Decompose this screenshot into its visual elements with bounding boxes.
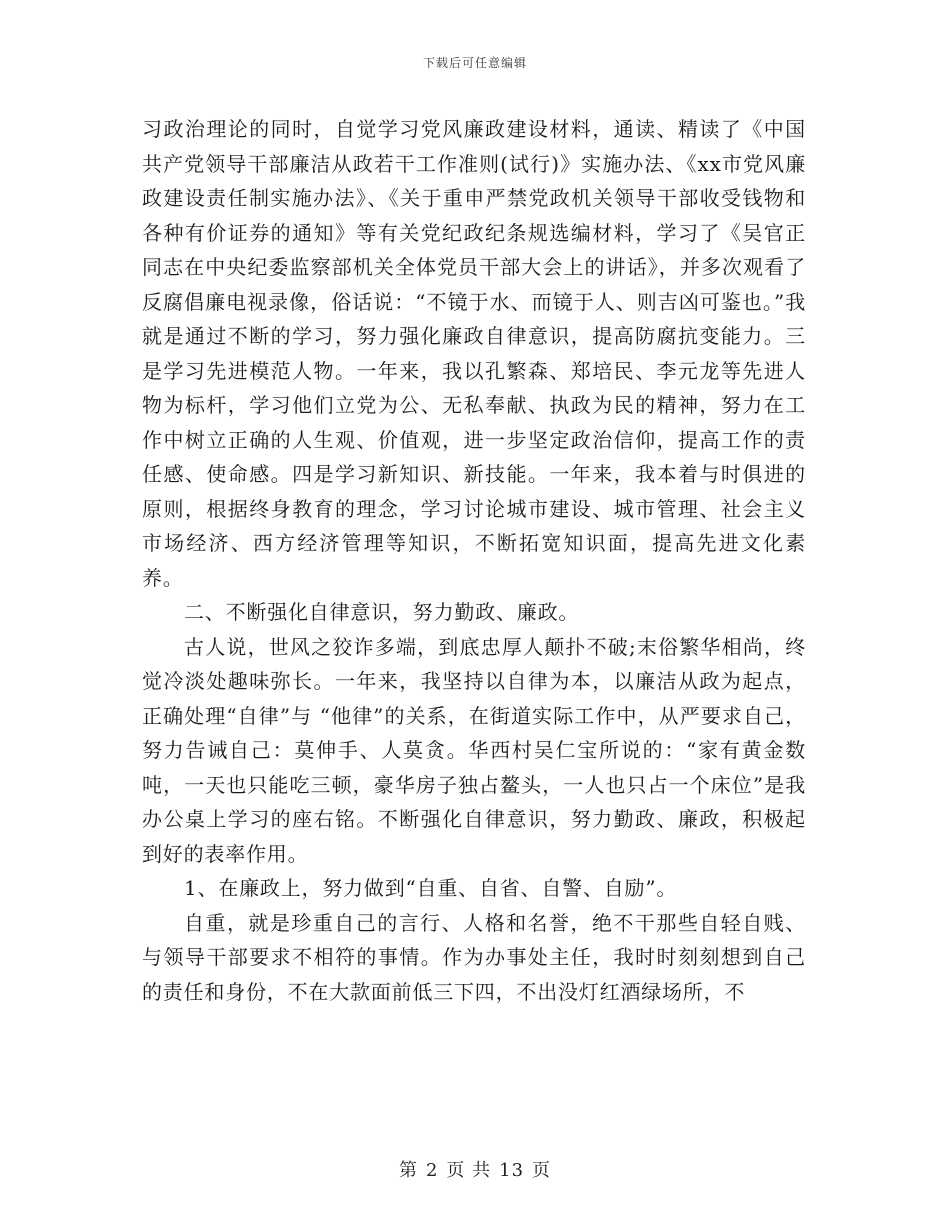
page-total: 13 <box>499 1160 525 1181</box>
body-paragraph-5: 自重，就是珍重自己的言行、人格和名誉，绝不干那些自轻自贱、与领导干部要求不相符的事情。作为办事处主任，我时时刻刻想到自己的责任和身份，不在大款面前低三下四，不出没灯红酒绿场所，不 <box>142 910 806 1004</box>
body-paragraph-1: 习政治理论的同时，自觉学习党风廉政建设材料，通读、精读了《中国共产党领导干部廉洁从政若干工作准则(试行)》实施办法、《xx市党风廉政建设责任制实施办法》、《关于重申严禁党政机关领导干部收受钱物和各种有价证券的通知》等有关党纪政纪条规选编材料，学习了《吴官正同志在中央纪委监察部机关全体党员干部大会上的讲话》，并多次观看了反腐倡廉电视录像，俗话说：“不镜于水、而镜于人、则吉凶可鉴也。”我就是通过不断的学习，努力强化廉政自律意识，提高防腐抗变能力。三是学习先进模范人物。一年来，我以孔繁森、郑培民、李元龙等先进人物为标杆，学习他们立党为公、无私奉献、执政为民的精神，努力在工作中树立正确的人生观、价值观，进一步坚定政治信仰，提高工作的责任感、使命感。四是学习新知识、新技能。一年来，我本着与时俱进的原则，根据终身教育的理念，学习讨论城市建设、城市管理、社会主义市场经济、西方经济管理等知识，不断拓宽知识面，提高先进文化素养。 <box>142 117 806 590</box>
page-current: 2 <box>425 1160 439 1181</box>
subsection-heading-1: 1、在廉政上，努力做到“自重、自省、自警、自励”。 <box>184 876 678 900</box>
page-middle: 页 共 <box>446 1160 492 1181</box>
header-note: 下载后可任意编辑 <box>422 56 527 70</box>
page-number-footer <box>0 1156 950 1182</box>
page-prefix: 第 <box>398 1160 418 1181</box>
section-heading-2: 二、不断强化自律意识，努力勤政、廉政。 <box>184 600 580 624</box>
document-body <box>142 112 806 1009</box>
body-paragraph-3: 古人说，世风之狡诈多端，到底忠厚人颠扑不破;末俗繁华相尚，终觉冷淡处趣味弥长。一年来，我坚持以自律为本，以廉洁从政为起点，正确处理“自律”与 “他律”的关系，在街道实际工作中，从严要求自己，努力告诫自己：莫伸手、人莫贪。华西村吴仁宝所说的：“家有黄金数吨，一天也只能吃三顿，豪华房子独占鳌头，一人也只占一个床位”是我办公桌上学习的座右铭。不断强化自律意识，努力勤政、廉政，积极起到好的表率作用。 <box>142 634 806 866</box>
page-suffix: 页 <box>532 1160 552 1181</box>
